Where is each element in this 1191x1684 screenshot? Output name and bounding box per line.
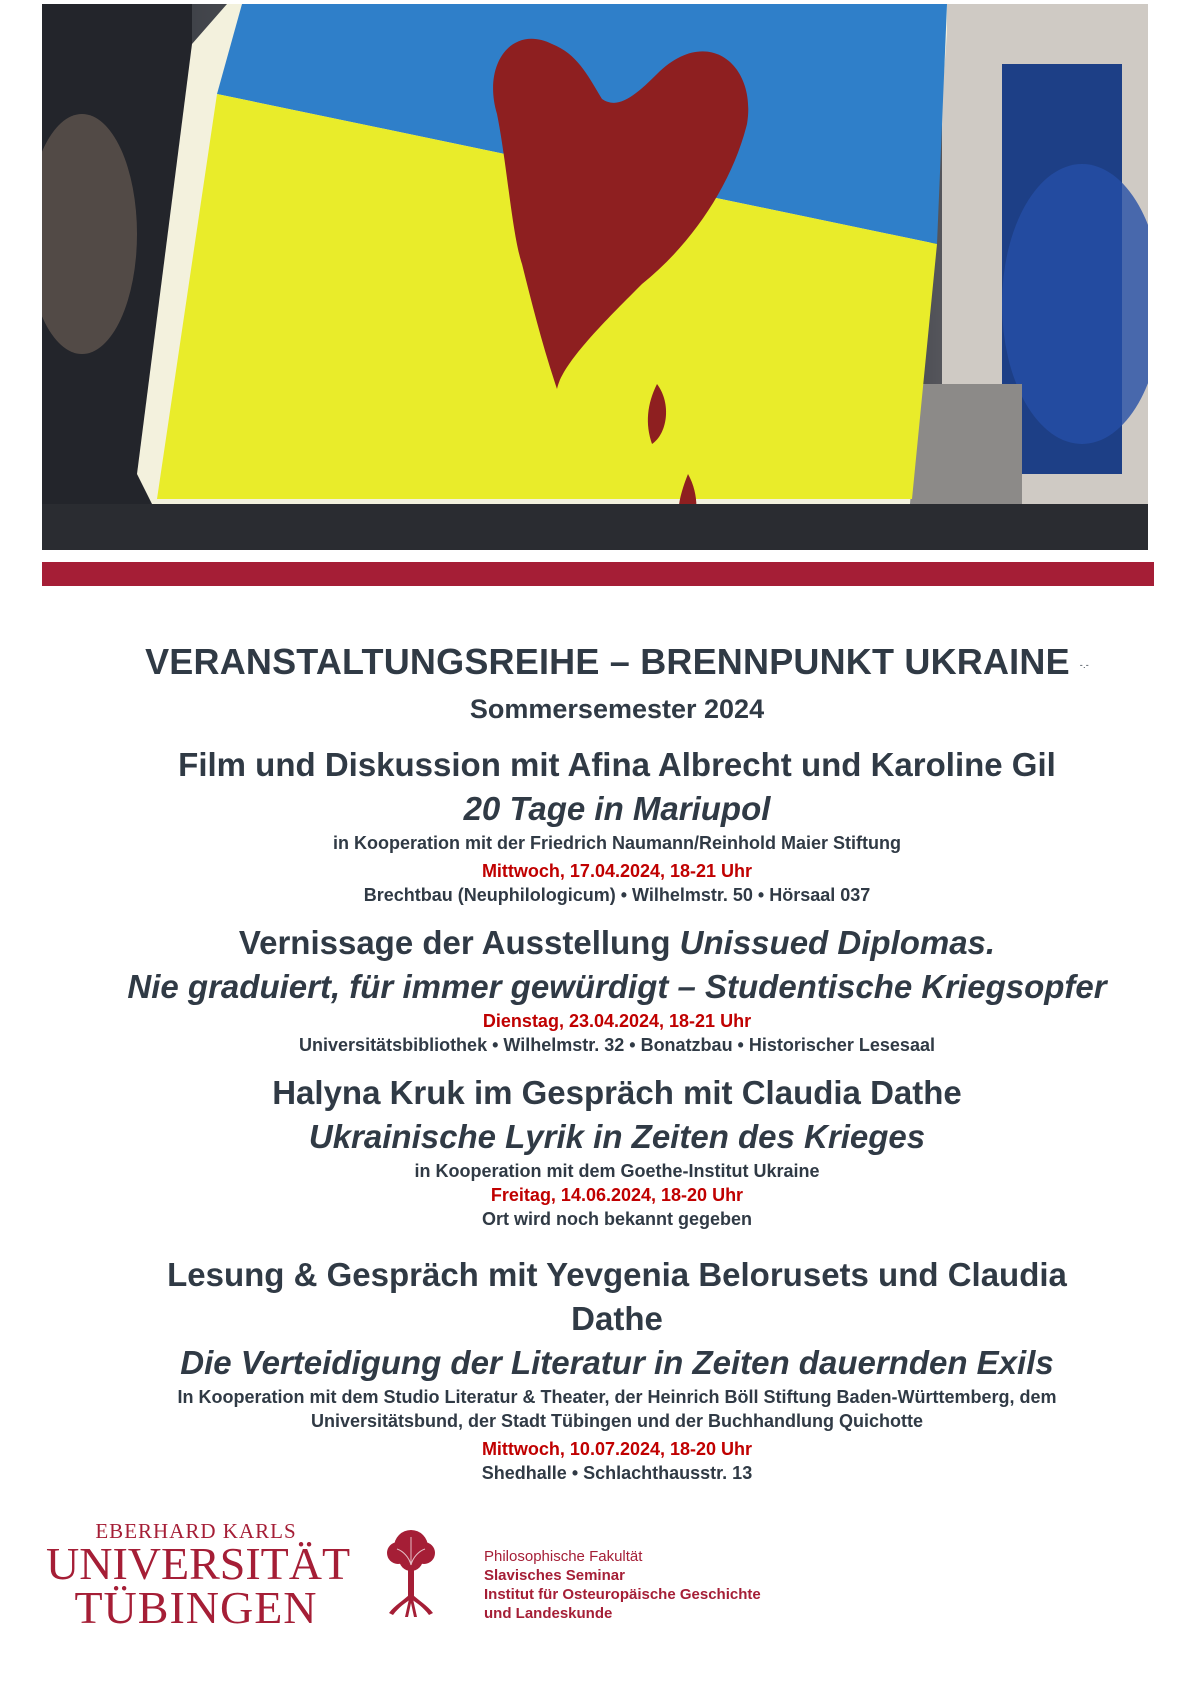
faculty-line-1: Philosophische Fakultät bbox=[484, 1548, 643, 1565]
event-subtitle: Nie graduiert, für immer gewürdigt – Studentische Kriegsopfer bbox=[127, 968, 1107, 1005]
faculty-block bbox=[484, 1547, 761, 1623]
event-program bbox=[42, 640, 1191, 1485]
event-3 bbox=[42, 1071, 1191, 1231]
event-subtitle: 20 Tage in Mariupol bbox=[463, 790, 771, 827]
event-place: Universitätsbibliothek • Wilhelmstr. 32 • Bonatzbau • Historischer Lesesaal bbox=[299, 1035, 935, 1055]
event-heading-text: Vernissage der Ausstellung bbox=[238, 924, 680, 961]
event-subtitle: Die Verteidigung der Literatur in Zeiten dauernden Exils bbox=[180, 1344, 1054, 1381]
logo-line-2: UNIVERSITÄT bbox=[46, 1538, 351, 1589]
event-cooperation-line2: Universitätsbund, der Stadt Tübingen und der Buchhandlung Quichotte bbox=[311, 1411, 923, 1431]
event-subtitle: Ukrainische Lyrik in Zeiten des Krieges bbox=[308, 1118, 926, 1155]
tree-icon bbox=[385, 1527, 437, 1619]
event-cooperation: in Kooperation mit der Friedrich Naumann/Reinhold Maier Stiftung bbox=[332, 833, 902, 853]
series-title-text: VERANSTALTUNGSREIHE – BRENNPUNKT UKRAINE bbox=[145, 641, 1070, 682]
event-4 bbox=[42, 1253, 1191, 1485]
faculty-line-4: und Landeskunde bbox=[484, 1605, 613, 1622]
logo-line-3: TÜBINGEN bbox=[74, 1582, 318, 1633]
event-heading-line1: Lesung & Gespräch mit Yevgenia Belorusets und Claudia bbox=[167, 1256, 1067, 1293]
event-place: Ort wird noch bekannt gegeben bbox=[481, 1209, 753, 1229]
event-place: Shedhalle • Schlachthausstr. 13 bbox=[481, 1463, 753, 1483]
event-1 bbox=[42, 743, 1191, 907]
faculty-line-2: Slavisches Seminar bbox=[484, 1567, 625, 1584]
series-title bbox=[42, 640, 1191, 693]
logo-line-1: EBERHARD KARLS bbox=[95, 1519, 297, 1543]
event-date: Dienstag, 23.04.2024, 18-21 Uhr bbox=[482, 1011, 752, 1031]
event-date: Freitag, 14.06.2024, 18-20 Uhr bbox=[490, 1185, 744, 1205]
semester: Sommersemester 2024 bbox=[469, 694, 765, 724]
faculty-line-3: Institut für Osteuropäische Geschichte bbox=[484, 1586, 761, 1603]
event-cooperation-line1: In Kooperation mit dem Studio Literatur & Theater, der Heinrich Böll Stiftung Baden-Württemberg, dem bbox=[177, 1387, 1057, 1407]
header-photo bbox=[42, 4, 1148, 550]
event-place: Brechtbau (Neuphilologicum) • Wilhelmstr. 50 • Hörsaal 037 bbox=[363, 885, 871, 905]
event-heading-line2: Dathe bbox=[571, 1300, 663, 1337]
event-date: Mittwoch, 10.07.2024, 18-20 Uhr bbox=[481, 1439, 753, 1459]
event-heading: Film und Diskussion mit Afina Albrecht und Karoline Gil bbox=[178, 746, 1056, 783]
event-heading bbox=[42, 921, 1191, 965]
event-date: Mittwoch, 17.04.2024, 18-21 Uhr bbox=[481, 861, 753, 881]
event-2 bbox=[42, 921, 1191, 1057]
university-logo bbox=[46, 1519, 351, 1633]
flag-heart-image bbox=[42, 4, 1148, 550]
event-heading-italic: Unissued Diplomas. bbox=[679, 924, 996, 961]
title-mark: -.- bbox=[1079, 660, 1089, 670]
event-cooperation: in Kooperation mit dem Goethe-Institut Ukraine bbox=[414, 1161, 820, 1181]
event-heading: Halyna Kruk im Gespräch mit Claudia Dathe bbox=[272, 1074, 962, 1111]
accent-rule bbox=[42, 562, 1154, 586]
